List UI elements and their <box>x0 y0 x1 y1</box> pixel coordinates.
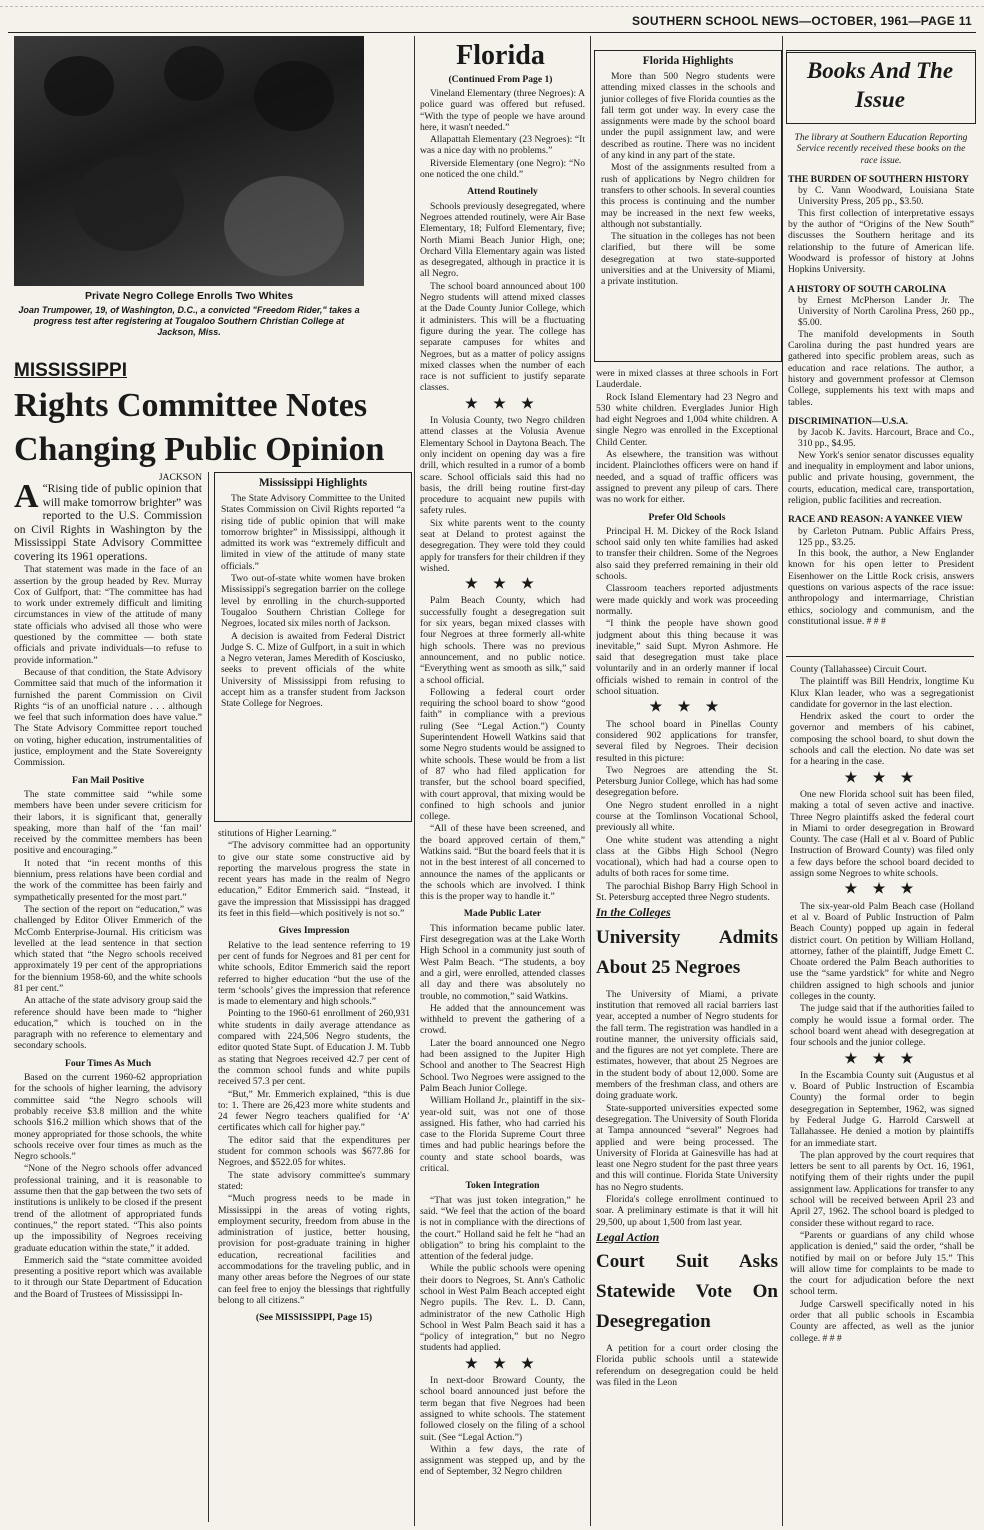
subhead: Gives Impression <box>278 925 350 937</box>
section-stars: ★ ★ ★ <box>844 882 920 898</box>
book-meta: by C. Vann Woodward, Louisiana State University Press, 205 pp., $3.50. <box>798 185 974 208</box>
paragraph: Riverside Elementary (one Negro): “No one noticed the one child.” <box>420 157 585 181</box>
subhead: Made Public Later <box>463 908 542 920</box>
paragraph: “The advisory committee had an opportunity to give our state some constructive aid by reporting the marvelous progress the state in recent years has made in the realm of Negro education,” Editor Emmerich said. “Instead, it gave the impression that Mississippi has dragged its feet in this field—which positively is not so.” <box>218 840 410 920</box>
column-rule <box>590 36 591 1526</box>
photo-figure <box>224 176 344 276</box>
book-description: The manifold developments in South Carolina during the past hundred years are gathered into specific problem areas, such as education and race relations. The author, a history and government professor at Clemson College, supplements his text with maps and tables. <box>788 328 974 408</box>
photo-figure <box>74 156 184 251</box>
paragraph: “None of the Negro schools offer advanced professional training, and it is reasonable to assume then that the gap between the two sets of institutions is unlikely to be closed if the present trend of the allotment of appropriated funds continues,” the report stated. “This also points up the impossibility of Negroes receiving graduate education within the state,” it added. <box>14 1163 202 1254</box>
paragraph: More than 500 Negro students were attending mixed classes in the schools and junior colleges of five Florida counties as the fall term got under way. In every case the assignments were made by the school board under the pupil assignment law, and were described as routine. There was no incident of any kind in any part of the state. <box>601 71 775 162</box>
subhead: Prefer Old Schools <box>648 511 726 523</box>
subhead: Attend Routinely <box>467 186 538 198</box>
photo-figure <box>44 56 114 116</box>
book-description: This first collection of interpretative essays by the author of “Origins of the New South” discusses the Southern heritage and its relationship to the future of American life. Woodward is professor of history at Johns Hopkins University. <box>788 207 974 276</box>
paragraph: Based on the current 1960-62 appropriation for the schools of higher learning, the advisory committee said “the Negro schools will probably receive $3.8 million and the white schools $16.2 million which shows that of the money appropriated for those schools, the white schools receive over four times as much as the Negro schools.” <box>14 1072 202 1163</box>
books-title: Books And The Issue <box>806 58 954 112</box>
paragraph: One new Florida school suit has been filed, making a total of seven active and inactive. Three Negro plaintiffs asked the federal court in Miami to order desegregation in Broward County. The case (Hall et al v. Board of Public Instruction of Broward County) was filed only a few days before the school board decided to assign some Negroes to white schools. <box>790 788 974 880</box>
section-stars: ★ ★ ★ <box>465 396 540 412</box>
lead-text: “Rising tide of public opinion that will make tomorrow brighter” was reported to the U.S. Commission on Civil Rights in Washington by the Mississippi State Advisory Committee covering its 1961 operations. <box>14 483 202 563</box>
paragraph: Two Negroes are attending the St. Petersburg Junior College, which has had some desegregation before. <box>596 764 778 799</box>
book-title: THE BURDEN OF SOUTHERN HISTORY <box>788 173 969 185</box>
book-description: New York's senior senator discusses equality and inequality in employment and labor unions, public and private housing, government, the courts, education, medical care, transportation, religion, public facilities and recreation. <box>788 449 974 506</box>
subhead: Fan Mail Positive <box>72 774 144 786</box>
book-meta: by Jacob K. Javits. Harcourt, Brace and Co., 310 pp., $4.95. <box>798 427 974 450</box>
florida-column-2 <box>596 368 778 1526</box>
highlights-body <box>215 493 411 711</box>
section-headline: Court Suit Asks Statewide Vote On Desegregation <box>596 1251 778 1333</box>
photo-caption: Joan Trumpower, 19, of Washington, D.C., a convicted "Freedom Rider," takes a progress test after registering at Tougaloo Southern Christian College at Jackson, Miss. <box>18 305 360 337</box>
paragraph: “I think the people have shown good judgment about this thing because it was inevitable,” said Supt. Myron Ashmore. He said that desegregation must take place voluntarily and in an orderly manner if local officials wished to remain in control of the school situation. <box>596 618 778 698</box>
paragraph: The school board in Pinellas County considered 902 applications for transfer, several filed by Negroes. Their decision resulted in this picture: <box>596 718 778 764</box>
paragraph: One Negro student enrolled in a night course at the Tomlinson Vocational School, previously all white. <box>596 799 778 834</box>
section-label: Legal Action <box>596 1229 660 1244</box>
headline: Rights Committee Notes Changing Public Opinion <box>14 387 385 468</box>
paragraph: Allapattah Elementary (23 Negroes): “It was a nice day with no problems.” <box>420 134 585 157</box>
mississippi-highlights-box <box>214 472 412 822</box>
paragraph: Rock Island Elementary had 23 Negro and 530 white children. Everglades Junior High had eight Negroes and 1,004 white children. A single Negro was enrolled in the Exceptional Child Center. <box>596 391 778 448</box>
section-stars: ★ ★ ★ <box>465 577 540 593</box>
paragraph: That statement was made in the face of an assertion by the group headed by Rev. Murray Cox of Gulfport, that: “The committee has had to work under extremely difficult and limiting circumstances in view of the attitude of many state officials who advised all those who were questioned by the committee — both state officials and private individuals—to refuse to provide information.” <box>14 564 202 666</box>
paragraph: Hendrix asked the court to order the governor and members of his cabinet, composing the school board, to shut down the schools and call the election. No date was set for a hearing in the case. <box>790 711 974 768</box>
state-label: MISSISSIPPI <box>14 360 127 381</box>
section-stars: ★ ★ ★ <box>844 770 920 786</box>
paragraph: Principal H. M. Dickey of the Rock Island school said only ten white families had asked to transfer their children. Some of the Negroes also said they preferred remaining in their old schools. <box>596 525 778 583</box>
paragraph: While the public schools were opening their doors to Negroes, St. Ann's Catholic school in West Palm Beach accepted eight Negro pupils. The Rev. L. D. Cann, administrator of the new Catholic High School in West Palm Beach said it has a “policy of integration,” but no Negro students had applied. <box>420 1263 585 1354</box>
paragraph: A decision is awaited from Federal District Judge S. C. Mize of Gulfport, in a suit in which a Negro veteran, James Meredith of Kosciusko, seeks to prevent officials of the white University of Mississippi from refusing to accept him as a transfer student from Jackson State College for Negroes. <box>221 630 405 710</box>
book-description: In this book, the author, a New Englander known for his open letter to President Eisenhower on the Little Rock crisis, answers questions on various aspects of the race issue: anthropology and intermarriage, Christian ethics, sociology and communism, and the constitutional issue. # # # <box>788 548 974 627</box>
books-intro: The library at Southern Education Reporting Service recently received these books on the race issue. <box>794 132 968 166</box>
box-title: Florida Highlights <box>642 55 734 67</box>
news-photo <box>14 36 364 286</box>
paragraph: One white student was attending a night class at the Gibbs High School (Negro vocational), which had had a course open to adults of both races for some time. <box>596 834 778 880</box>
paragraph: The state committee said “while some members have been under severe criticism for their labors, it is significant that, generally speaking, more than half of the ‘fan mail’ received by the committee members has been positive and encouraging.” <box>14 788 202 857</box>
column-rule <box>208 472 209 1522</box>
paragraph: “All of these have been screened, and the board approved certain of them,” Watkins said. “But the board feels that it is not in the best interest of all concerned to announce the names of the applicants or the schools which are involved. I think this is the proper way to handle it.” <box>420 823 585 903</box>
section-stars: ★ ★ ★ <box>465 1356 540 1372</box>
section-stars: ★ ★ ★ <box>844 1051 920 1067</box>
paragraph: “That was just token integration,” he said. “We feel that the action of the board is not in compliance with the directions of the court.” Holland said he felt he “had an obligation” to bring his complaint to the attention of the federal judge. <box>420 1194 585 1263</box>
section-label: In the Colleges <box>596 905 671 920</box>
section-headline: University Admits About 25 Negroes <box>596 926 778 978</box>
paragraph: The six-year-old Palm Beach case (Holland et al v. Board of Public Instruction of Palm Beach County) popped up again in federal district court. On petition by William Holland, attorney, father of the plaintiff, Judge Emett C. Choate ordered the Palm Beach authorities to use the “same yardstick” for white and Negro children assigned to high schools and junior colleges in the county. <box>790 900 974 1003</box>
dateline: JACKSON <box>158 472 202 483</box>
paragraph: Most of the assignments resulted from a rush of applications by Negro children for transfers to other schools. In several counties this process is continuing and the number may be increased in the next few weeks, although not substantially. <box>601 162 775 230</box>
paragraph: William Holland Jr., plaintiff in the six-year-old suit, was not one of those assigned. His father, who had carried his case to the Florida Supreme Court three times and had public hearings before the county and state school boards, was critical. <box>420 1095 585 1175</box>
column-rule <box>414 36 415 1526</box>
photo-figure <box>254 61 334 131</box>
paragraph: The judge said that if the authorities failed to comply he would issue a formal order. The school board went ahead with desegregation at four schools and the junior college. <box>790 1003 974 1049</box>
box-title: Mississippi Highlights <box>258 477 368 489</box>
paragraph: He added that the announcement was withheld to prevent the gathering of a crowd. <box>420 1002 585 1037</box>
paragraph: Emmerich said the “state committee avoided presenting a positive report which was available to it through our State Department of Education and the Board of Trustees of Mississippi In- <box>14 1254 202 1300</box>
paragraph: This information became public later. First desegregation was at the Lake Worth High School in a community just south of West Palm Beach. “The students, a boy and a girl, were enrolled, attended classes all day and there was absolutely no trouble, no commotion,” said Watkins. <box>420 922 585 1002</box>
book-meta: by Carleton Putnam. Public Affairs Press, 125 pp., $3.25. <box>798 525 974 548</box>
column-rule <box>782 36 783 1526</box>
section-stars: ★ ★ ★ <box>649 700 725 716</box>
paragraph: County (Tallahassee) Circuit Court. <box>790 664 927 675</box>
section-rule <box>786 656 974 657</box>
drop-cap: A <box>14 478 39 516</box>
paragraph: An attache of the state advisory group said the reference should have been made to “higher education,” which is touched on in the paragraph with no reference to elementary and secondary schools. <box>14 995 202 1052</box>
paragraph: The parochial Bishop Barry High School in St. Petersburg accepted three Negro students. <box>596 880 778 904</box>
book-meta: by Ernest McPherson Lander Jr. The University of North Carolina Press, 260 pp., $5.00. <box>798 294 974 329</box>
florida-title: Florida <box>456 40 545 71</box>
paragraph: The plaintiff was Bill Hendrix, longtime Ku Klux Klan leader, who was a segregationist candidate for governor in the last election. <box>790 676 974 710</box>
subhead: Four Times As Much <box>64 1057 152 1069</box>
paragraph: The State Advisory Committee to the United States Commission on Civil Rights reported “a rising tide of public opinion that will make tomorrow brighter” in Mississippi, although it admitted its work was “extremely difficult and limited in view of the attitude of many state officials.” <box>221 493 405 572</box>
paragraph: were in mixed classes at three schools in Fort Lauderdale. <box>596 368 778 391</box>
paragraph: “Much progress needs to be made in Mississippi in the areas of voting rights, employment security, freedom from abuse in the administration of justice, better housing, provision for post-graduate training in higher education, recreational facilities and accommodations for the traveling public, and in many other areas before the Negroes of our state can feel free to enjoy the blessings that rightfully belong to all citizens.” <box>218 1193 410 1306</box>
paragraph: Six white parents went to the county seat at Deland to protest against the desegregation. They were told they could apply for transfers for their children if they wished. <box>420 517 585 574</box>
paragraph: Two out-of-state white women have broken Mississippi's segregation barrier on the college level by enrolling in the church-supported Tougaloo Southern Christian College for Negroes, located six miles north of Jackson. <box>221 573 405 630</box>
paragraph: The plan approved by the court requires that letters be sent to all parents by Oct. 16, 1961, notifying them of their rights under the pupil assignment law. Applications for transfer to any school will be received between April 23 and April 27, 1962. The school board is pledged to consider these without regard to race. <box>790 1149 974 1229</box>
paragraph: Because of that condition, the State Advisory Committee said that much of the information it furnished the parent Commission on Civil Rights “is of an unofficial nature . . . although we feel that such information does have value.” The State Advisory Committee report touched on voting, higher education, instrumentalities of justice, employment and the State Sovereignty Commission. <box>14 666 202 769</box>
paragraph: Relative to the lead sentence referring to 19 per cent of funds for Negroes and 81 per cent for white schools, Editor Emmerich said the report referred to higher education “but the use of the term ‘schools’ gives the impression that reference is made to elementary and high schools.” <box>218 939 410 1008</box>
continued-reference: (See MISSISSIPPI, Page 15) <box>255 1312 373 1324</box>
highlights-body <box>595 71 781 289</box>
mississippi-column-1 <box>14 472 202 1522</box>
lead-paragraph <box>14 478 202 564</box>
florida-highlights-box <box>594 50 782 362</box>
running-head: SOUTHERN SCHOOL NEWS—OCTOBER, 1961—PAGE 11 <box>631 14 972 28</box>
paragraph: In the Escambia County suit (Augustus et al v. Board of Public Instruction of Escambia County) the formal order to begin desegregation in September, 1962, was signed by Federal Judge G. Harrold Carswell at Tallahassee. He denied a motion by plaintiffs for an immediate start. <box>790 1069 974 1149</box>
paragraph: The state advisory committee's summary stated: <box>218 1169 410 1192</box>
paragraph: Vineland Elementary (three Negroes): A police guard was offered but refused. “With the type of people we have around here, it wasn't needed.” <box>420 88 585 133</box>
book-title: A HISTORY OF SOUTH CAROLINA <box>788 283 947 295</box>
paragraph: As elsewhere, the transition was without incident. Plainclothes officers were on hand if needed, and a squad of traffic officers was assigned to prevent any pileup of cars. There was no work for either. <box>596 449 778 506</box>
photo-figure <box>164 46 224 101</box>
paragraph: Following a federal court order requiring the school board to show “good faith” in compliance with a previous ruling (See “Legal Action.”) County Superintendent Howell Watkins said that some Negro students would be assigned to white schools. These would be from a list of 87 who had filed application for transfer, but the school board specified, with court approval, that mixing would be confined to high schools and junior college. <box>420 686 585 823</box>
top-border <box>0 6 984 7</box>
book-title: DISCRIMINATION—U.S.A. <box>788 415 909 427</box>
paragraph: A petition for a court order closing the Florida public schools until a statewide referendum on desegregation could be held was filed in the Leon <box>596 1343 778 1389</box>
paragraph: Later the board announced one Negro had been assigned to the Jupiter High School and another to The Seacrest High School. Two Negroes were assigned to the Palm Beach Junior College. <box>420 1037 585 1094</box>
mississippi-column-2 <box>218 828 410 1528</box>
paragraph: Florida's college enrollment continued to soar. A preliminary estimate is that it will hit 29,500, up about 1,500 from last year. <box>596 1194 778 1228</box>
photo-caption-title: Private Negro College Enrolls Two Whites <box>84 290 294 302</box>
paragraph: stitutions of Higher Learning.” <box>218 828 337 839</box>
book-title: RACE AND REASON: A YANKEE VIEW <box>788 514 963 526</box>
paragraph: Pointing to the 1960-61 enrollment of 260,931 white students in daily average attendance as compared with 224,506 Negro students, the editor quoted State Supt. of Education J. M. Tubb as stating that Negroes received 42.7 per cent of the common school funds and white pupils received 57.3 per cent. <box>218 1008 410 1088</box>
paragraph: It noted that “in recent months of this biennium, press relations have been cordial and the work of the committee has been fairly and sympathetically presented for the most part.” <box>14 857 202 903</box>
paragraph: Judge Carswell specifically noted in his order that all public schools in Escambia County are affected, as well as the junior college. # # # <box>790 1298 974 1344</box>
books-column <box>788 126 974 650</box>
florida-column-1 <box>420 88 585 1526</box>
paragraph: “But,” Mr. Emmerich explained, “this is due to: 1. There are 26,423 more white students and 24 fewer Negro teachers qualified for ‘A’ certificates which call for higher pay.” <box>218 1088 410 1134</box>
paragraph: Classroom teachers reported adjustments were made quickly and work was proceeding normally. <box>596 583 778 617</box>
paragraph: Schools previously desegregated, where Negroes attended routinely, were Air Base Elementary, 18; Fulford Elementary, five; North Miami Beach Junior High, one; Orchard Villa Elementary again was listed as desegregated, although in practice it is all Negro. <box>420 200 585 280</box>
continued-from: (Continued From Page 1) <box>448 74 553 85</box>
florida-column-3 <box>790 664 974 1526</box>
paragraph: The school board announced about 100 Negro students will attend mixed classes at the Dade County Junior College, which it administers. This will be a fluctuating figure during the year. The college has separate campuses for whites and Negroes, but as a matter of policy assigns mixed classes when the number of each race is not sufficient to justify separate classes. <box>420 280 585 394</box>
paragraph: The section of the report on “education,” was challenged by Editor Oliver Emmerich of the McComb Enterprise-Journal. His criticism was levelled at the lead sentence in that section which stated that “the Negro schools received approximately 19 per cent of the appropriations for the biennium 1958-60, and the white schools 81 per cent.” <box>14 903 202 994</box>
subhead: Token Integration <box>465 1180 540 1192</box>
paragraph: State-supported universities expected some desegregation. The University of South Florida at Tampa announced “several” Negroes had applied and were being processed. The University of Florida at Gainesville has had at least one Negro student for the past three years and this will continue. Florida State University has no Negro students. <box>596 1102 778 1193</box>
paragraph: The editor said that the expenditures per student for common schools was $677.86 for Negroes, and $522.05 for whites. <box>218 1134 410 1169</box>
paragraph: Palm Beach County, which had successfully fought a desegregation suit for six years, began mixed classes with four Negroes at three formerly all-white high schools. There was no previous announcement, and no public notice. “Everything went as smooth as silk,” said a school official. <box>420 595 585 686</box>
paragraph: The University of Miami, a private institution that removed all racial barriers last year, accepted a number of Negro students for the fall term. The registration was handled in a routine manner, the university officials said, and the figures are not yet complete. There are estimates, however, that about 25 Negroes are in the student body of about 12,000. Some are members of the freshman class, and others are doing graduate work. <box>596 988 778 1102</box>
paragraph: “Parents or guardians of any child whose application is denied,” said the order, “shall be notified by mail on or before July 15.” This will allow time for complaints to be made to the court for adjudication before the next school term. <box>790 1229 974 1298</box>
paragraph: In next-door Broward County, the school board announced just before the term began that five Negroes had been assigned to white schools. The statement followed closely on the filing of a school suit. (See “Legal Action.”) <box>420 1375 585 1443</box>
paragraph: The situation in the colleges has not been clarified, but there will be some desegregation at two state-supported universities and at the University of Miami, a private institution. <box>601 231 775 288</box>
paragraph: Within a few days, the rate of assignment was stepped up, and by the end of September, 32 Negro children <box>420 1443 585 1478</box>
header-rule <box>8 32 976 33</box>
paragraph: In Volusia County, two Negro children attend classes at the Volusia Avenue Elementary School in Daytona Beach. The only incident on opening day was a fire drill, which resulted in a rumor of a bomb scare. School officials said this had no basis, the drill being routine first-day procedure to acquaint new pupils with safety rules. <box>420 415 585 517</box>
